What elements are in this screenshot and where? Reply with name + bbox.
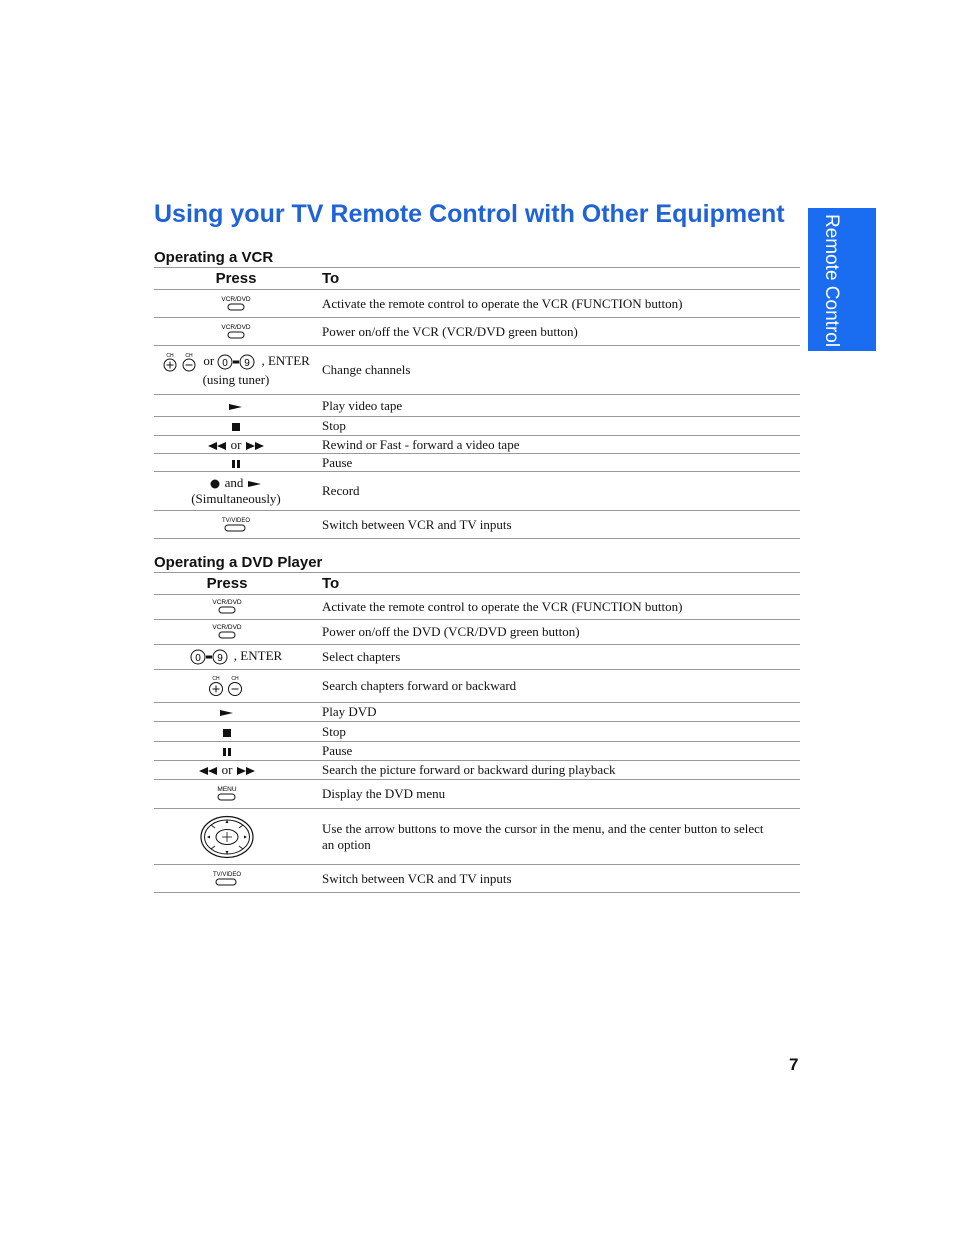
table-row bbox=[154, 645, 800, 670]
table-row bbox=[154, 290, 800, 318]
col-press: Press bbox=[154, 573, 318, 595]
side-tab bbox=[808, 208, 876, 351]
press-connector: or bbox=[203, 352, 215, 368]
icon-caption: CH bbox=[212, 676, 220, 682]
icon-caption: CH bbox=[166, 353, 174, 359]
icon-caption: CH bbox=[231, 676, 239, 682]
row-description: Play DVD bbox=[318, 703, 800, 722]
table-row bbox=[154, 761, 800, 780]
table-row bbox=[154, 809, 800, 865]
press-connector: or bbox=[221, 762, 233, 777]
table-row bbox=[154, 436, 800, 454]
vcr-table bbox=[154, 267, 800, 539]
icon-caption: VCR/DVD bbox=[212, 624, 242, 631]
digit-0-9-icon bbox=[217, 353, 261, 371]
pause-icon bbox=[221, 746, 233, 758]
icon-caption: MENU bbox=[217, 786, 237, 793]
row-description: Record bbox=[318, 472, 800, 511]
press-subtext: (Simultaneously) bbox=[191, 491, 281, 506]
page-title: Using your TV Remote Control with Other Equipment bbox=[154, 200, 785, 228]
table-row bbox=[154, 454, 800, 472]
menu-button-icon bbox=[214, 785, 240, 803]
vcrdvd-button-icon bbox=[219, 295, 253, 313]
vcrdvd-button-icon bbox=[219, 323, 253, 341]
rewind-icon bbox=[207, 441, 227, 451]
table-row bbox=[154, 595, 800, 620]
table-row bbox=[154, 472, 800, 511]
page-number: 7 bbox=[789, 1055, 799, 1074]
icon-caption: VCR/DVD bbox=[221, 295, 251, 303]
row-description: Display the DVD menu bbox=[318, 780, 800, 809]
dvd-section bbox=[154, 553, 800, 893]
row-description: Select chapters bbox=[318, 645, 800, 670]
fast-forward-icon bbox=[236, 766, 256, 776]
row-description: Play video tape bbox=[318, 395, 800, 417]
icon-caption: VCR/DVD bbox=[212, 599, 242, 606]
stop-icon bbox=[221, 727, 233, 739]
table-row bbox=[154, 511, 800, 539]
tv-video-button-icon bbox=[219, 516, 253, 534]
row-description: Stop bbox=[318, 417, 800, 436]
col-to: To bbox=[318, 573, 800, 595]
play-icon bbox=[247, 479, 263, 489]
vcr-section bbox=[154, 248, 800, 539]
row-description: Power on/off the DVD (VCR/DVD green button) bbox=[318, 620, 800, 645]
icon-caption: VCR/DVD bbox=[221, 323, 251, 331]
digit-0-label: 0 bbox=[222, 358, 229, 369]
table-header-row bbox=[154, 573, 800, 595]
dvd-table bbox=[154, 572, 800, 893]
row-description: Pause bbox=[318, 742, 800, 761]
fast-forward-icon bbox=[245, 441, 265, 451]
table-row bbox=[154, 318, 800, 346]
icon-caption: TV/VIDEO bbox=[221, 517, 251, 524]
channel-up-down-icon bbox=[162, 352, 200, 372]
press-enter: , ENTER bbox=[233, 647, 283, 663]
icon-caption: CH bbox=[185, 353, 193, 359]
row-description: Activate the remote control to operate the VCR (FUNCTION button) bbox=[318, 290, 800, 318]
table-row bbox=[154, 395, 800, 417]
table-header-row bbox=[154, 268, 800, 290]
table-row bbox=[154, 865, 800, 893]
table-row bbox=[154, 742, 800, 761]
row-description: Rewind or Fast - forward a video tape bbox=[318, 436, 800, 454]
row-description: Stop bbox=[318, 722, 800, 742]
row-description: Use the arrow buttons to move the cursor in the menu, and the center button to select an option bbox=[318, 809, 800, 865]
col-to: To bbox=[318, 268, 800, 290]
row-description: Switch between VCR and TV inputs bbox=[318, 511, 800, 539]
table-row bbox=[154, 346, 800, 395]
rewind-icon bbox=[198, 766, 218, 776]
press-connector: and bbox=[224, 475, 244, 490]
record-icon bbox=[209, 478, 221, 490]
row-description: Search chapters forward or backward bbox=[318, 670, 800, 703]
icon-caption: TV/VIDEO bbox=[212, 871, 242, 878]
table-row bbox=[154, 780, 800, 809]
tv-video-button-icon bbox=[210, 870, 244, 888]
vcr-heading: Operating a VCR bbox=[154, 249, 274, 266]
press-enter: , ENTER bbox=[261, 352, 310, 368]
digit-0-label: 0 bbox=[195, 653, 201, 664]
row-description: Search the picture forward or backward during playback bbox=[318, 761, 800, 780]
table-row bbox=[154, 417, 800, 436]
row-description: Switch between VCR and TV inputs bbox=[318, 865, 800, 893]
digit-9-label: 9 bbox=[244, 358, 251, 369]
joystick-icon bbox=[199, 815, 255, 859]
play-icon bbox=[228, 402, 244, 412]
channel-up-down-icon bbox=[208, 675, 246, 697]
side-tab-label: Remote Control bbox=[821, 214, 842, 348]
digit-9-label: 9 bbox=[217, 653, 223, 664]
row-description: Change channels bbox=[318, 346, 800, 395]
vcrdvd-button-icon bbox=[210, 623, 244, 641]
table-row bbox=[154, 670, 800, 703]
col-press: Press bbox=[154, 268, 318, 290]
table-row bbox=[154, 620, 800, 645]
press-connector: or bbox=[230, 436, 242, 452]
stop-icon bbox=[230, 421, 242, 433]
table-row bbox=[154, 722, 800, 742]
dvd-heading: Operating a DVD Player bbox=[154, 554, 323, 571]
pause-icon bbox=[230, 458, 242, 470]
digit-0-9-icon bbox=[190, 648, 234, 666]
vcrdvd-button-icon bbox=[210, 598, 244, 616]
row-description: Pause bbox=[318, 454, 800, 472]
table-row bbox=[154, 703, 800, 722]
row-description: Activate the remote control to operate the VCR (FUNCTION button) bbox=[318, 595, 800, 620]
play-icon bbox=[219, 708, 235, 718]
row-description: Power on/off the VCR (VCR/DVD green button) bbox=[318, 318, 800, 346]
press-subtext: (using tuner) bbox=[202, 372, 270, 387]
